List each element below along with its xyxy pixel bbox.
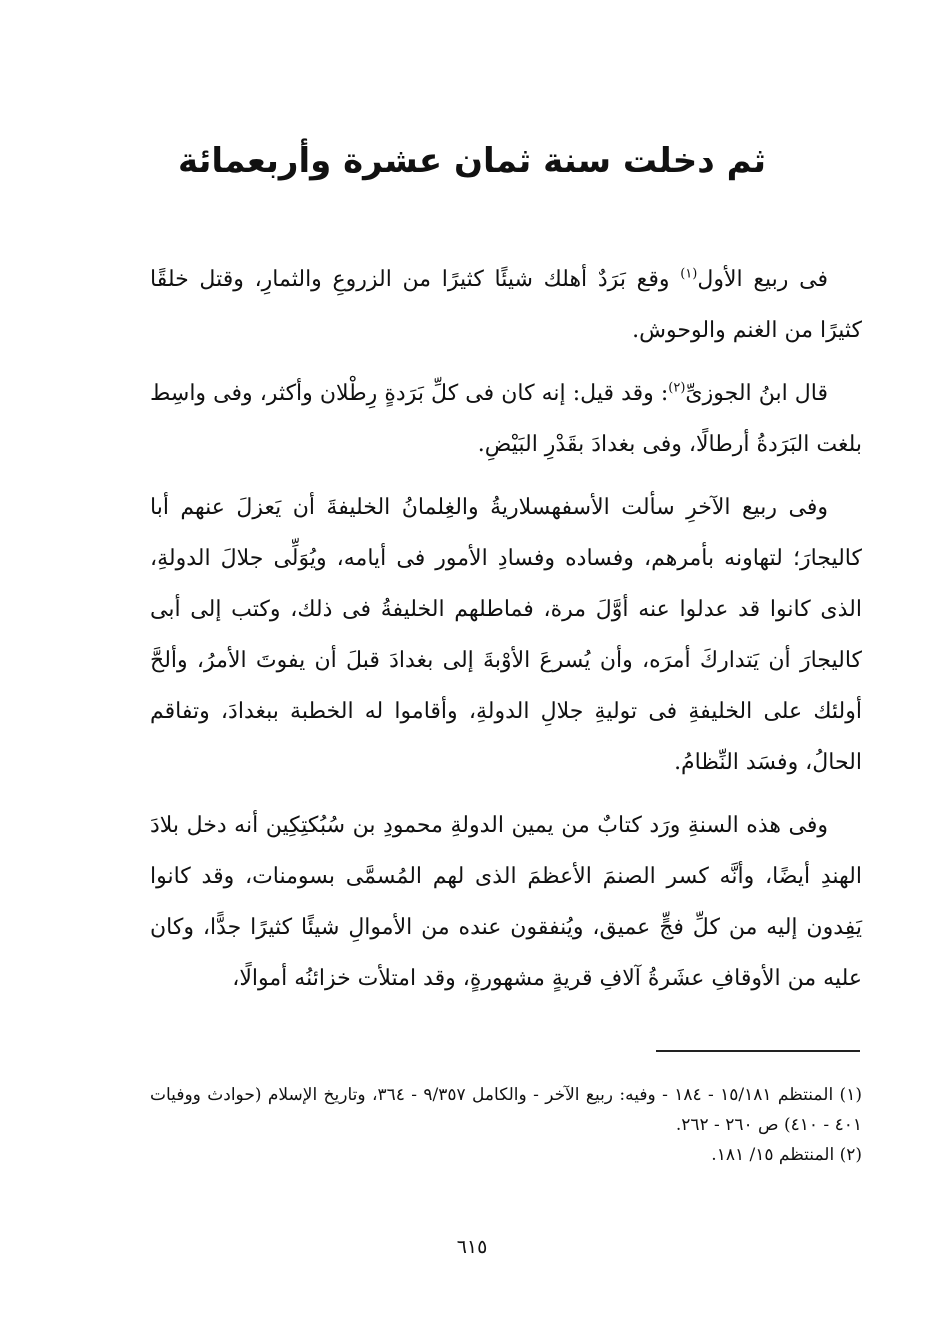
- paragraph-2-text-start: قال ابنُ الجوزىِّ: [685, 381, 828, 406]
- body-text: [150, 254, 862, 1016]
- chapter-title: ثم دخلت سنة ثمان عشرة وأربعمائة: [177, 141, 767, 181]
- footnote-1: (١) المنتظم ١٥/١٨١ - ١٨٤ - وفيه: ربيع الآخر - والكامل ٩/٣٥٧ - ٣٦٤، وتاريخ الإسلام (حوادث ووفيات ٤٠١ - ٤١٠) ص ٢٦٠ - ٢٦٢.: [150, 1085, 862, 1135]
- footnote-divider: [656, 1050, 860, 1052]
- paragraph-4: [150, 800, 862, 1004]
- paragraph-2: [150, 368, 862, 470]
- paragraph-2-text-end: : وقد قيل: إنه كان فى كلِّ بَرَدةٍ رِطْلان وأكثر، وفى واسِط بلغت البَرَدةُ أرطالًا، وفى بغدادَ بقَدْرِ البَيْضِ.: [150, 381, 862, 457]
- paragraph-1: [150, 254, 862, 356]
- paragraph-3-text: وفى ربيع الآخرِ سألت الأسفهسلاريةُ والغِلمانُ الخليفةَ أن يَعزلَ عنهم أبا كاليجارَ؛ لتهاونه بأمرهم، وفساده وفسادِ الأمور فى أيامه، ويُوَلِّى جلالَ الدولةِ، الذى كانوا قد عدلوا عنه أوَّلَ مرة، فماطلهم الخليفةُ فى ذلك، وكتب إلى أبى كاليجارَ أن يَتداركَ أمرَه، وأن يُسرعَ الأوْبةَ إلى بغدادَ قبلَ أن يفوتَ الأمرُ، وألحَّ أولئك على الخليفةِ فى توليةِ جلالِ الدولةِ، وأقاموا له الخطبة ببغدادَ، وتفاقم الحالُ، وفسَد النِّظامُ.: [150, 495, 862, 775]
- page-number: ٦١٥: [456, 1236, 488, 1258]
- paragraph-1-text-start: فى ربيع الأول: [697, 267, 828, 292]
- footnote-ref-1[interactable]: (١): [680, 266, 698, 282]
- footnotes-section: [150, 1080, 862, 1170]
- paragraph-1-text-end: وقع بَرَدٌ أهلك شيئًا كثيرًا من الزروعِ والثمارِ، وقتل خلقًا كثيرًا من الغنم والوحوش.: [150, 267, 862, 343]
- paragraph-3: [150, 482, 862, 788]
- paragraph-4-text: وفى هذه السنةِ ورَد كتابٌ من يمين الدولةِ محمودِ بن سُبُكتِكِين أنه دخل بلادَ الهندِ أيضًا، وأنَّه كسر الصنمَ الأعظمَ الذى لهم المُسمَّى بسومنات، وقد كانوا يَفِدون إليه من كلِّ فجٍّ عميق، ويُنفقون عنده من الأموالِ شيئًا كثيرًا جدًّا، وكان عليه من الأوقافِ عشَرةُ آلافِ قريةٍ مشهورةٍ، وقد امتلأت خزائنُه أموالًا،: [150, 813, 862, 991]
- footnote-ref-2[interactable]: (٢): [668, 380, 686, 396]
- footnote-2: (٢) المنتظم ١٥/ ١٨١.: [711, 1145, 862, 1165]
